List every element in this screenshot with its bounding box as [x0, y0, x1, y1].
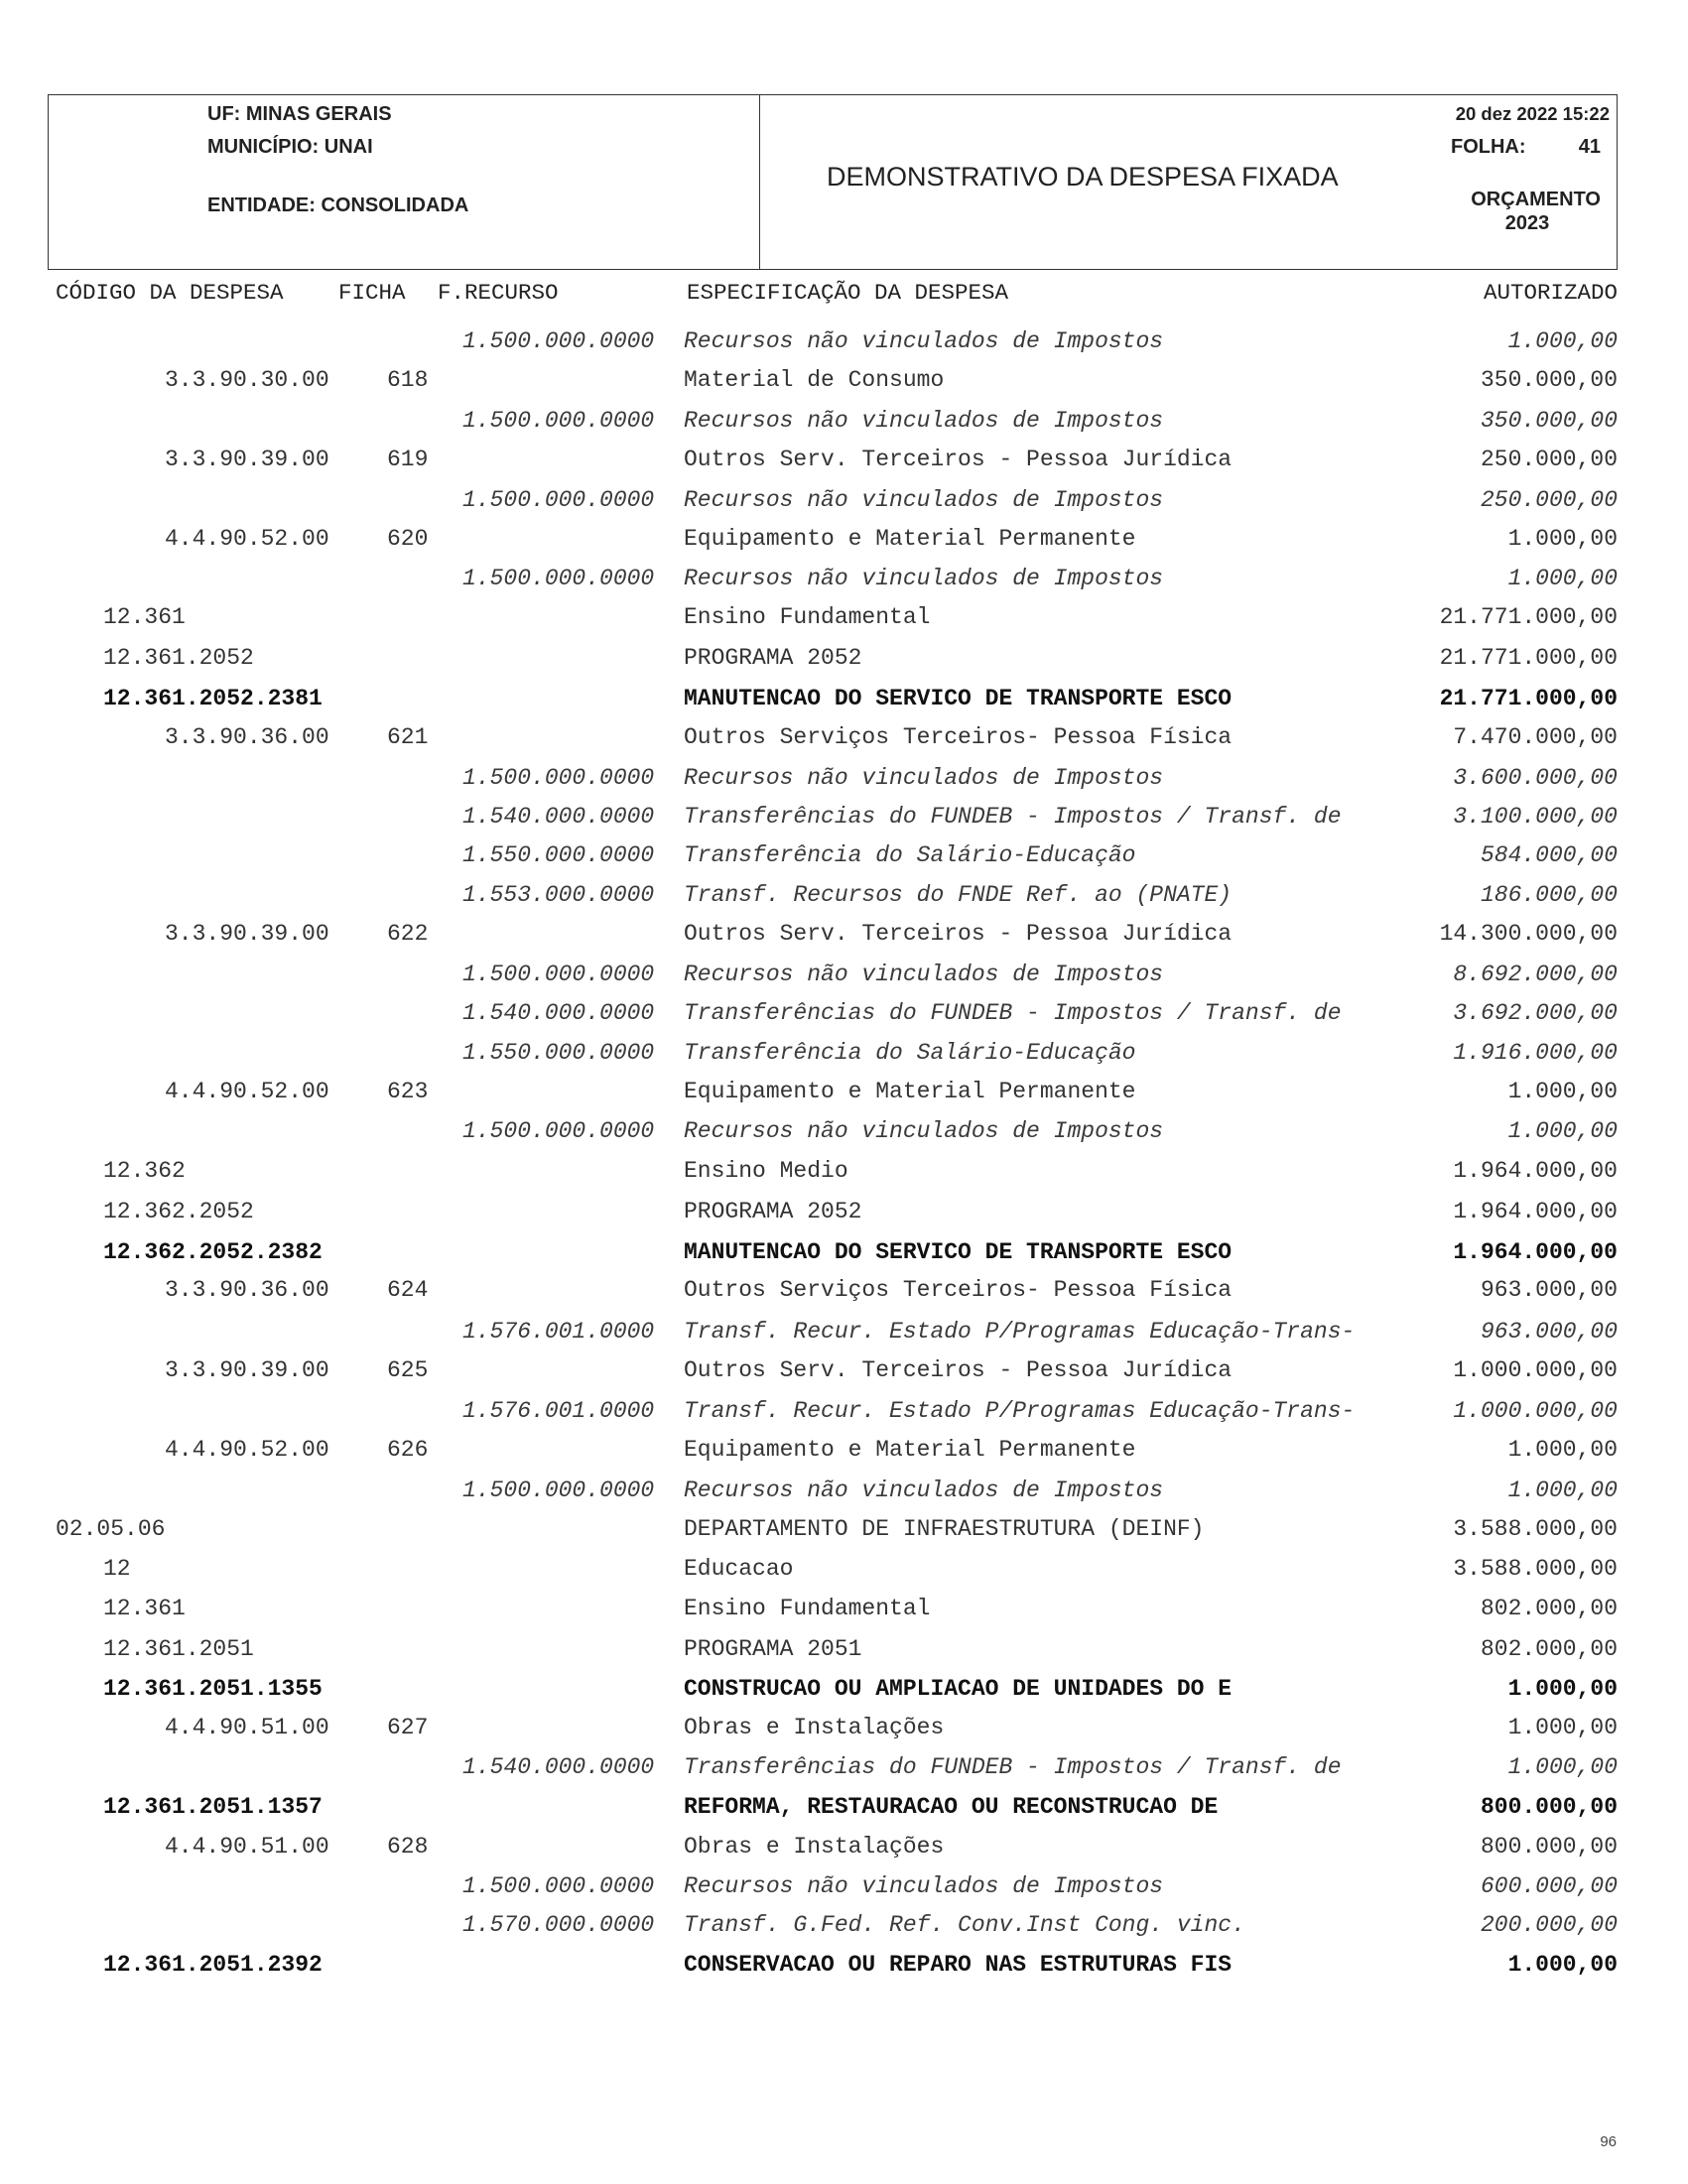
expense-description: Transf. Recur. Estado P/Programas Educação-Trans- [684, 1319, 1356, 1345]
authorized-value: 584.000,00 [1480, 842, 1618, 868]
table-row [0, 1350, 1688, 1390]
expense-code: 12.361.2051 [103, 1636, 254, 1662]
authorized-value: 3.100.000,00 [1453, 804, 1618, 830]
authorized-value: 1.000,00 [1507, 566, 1618, 591]
authorized-value: 350.000,00 [1480, 408, 1618, 434]
expense-description: Transf. G.Fed. Ref. Conv.Inst Cong. vinc. [684, 1912, 1245, 1938]
expense-description: PROGRAMA 2052 [684, 645, 862, 671]
expense-code: 3.3.90.36.00 [165, 1277, 329, 1303]
authorized-value: 600.000,00 [1480, 1873, 1618, 1899]
table-row [0, 1151, 1688, 1191]
expense-description: Equipamento e Material Permanente [684, 1437, 1136, 1463]
authorized-value: 1.000,00 [1507, 1437, 1618, 1463]
table-row [0, 717, 1688, 757]
expense-description: MANUTENCAO DO SERVICO DE TRANSPORTE ESCO [684, 686, 1233, 711]
authorized-value: 800.000,00 [1480, 1794, 1618, 1820]
table-row [0, 875, 1688, 915]
table-row [0, 1232, 1688, 1272]
table-row [0, 401, 1688, 441]
authorized-value: 7.470.000,00 [1453, 724, 1618, 750]
authorized-value: 350.000,00 [1480, 367, 1618, 393]
fonte-recurso: 1.500.000.0000 [462, 487, 655, 513]
authorized-value: 250.000,00 [1480, 487, 1618, 513]
table-row [0, 440, 1688, 479]
report-datetime: 20 dez 2022 15:22 [1455, 103, 1610, 124]
expense-description: Outros Serv. Terceiros - Pessoa Jurídica [684, 1357, 1233, 1383]
folha-label: FOLHA: [1451, 136, 1526, 158]
table-row [0, 1589, 1688, 1628]
expense-description: MANUTENCAO DO SERVICO DE TRANSPORTE ESCO [684, 1239, 1233, 1265]
expense-code: 02.05.06 [56, 1516, 166, 1542]
authorized-value: 3.588.000,00 [1453, 1556, 1618, 1582]
table-row [0, 1509, 1688, 1549]
fonte-recurso: 1.500.000.0000 [462, 962, 655, 987]
expense-code: 3.3.90.39.00 [165, 1357, 329, 1383]
expense-description: Equipamento e Material Permanente [684, 526, 1136, 552]
authorized-value: 800.000,00 [1480, 1834, 1618, 1860]
authorized-value: 3.588.000,00 [1453, 1516, 1618, 1542]
authorized-value: 963.000,00 [1480, 1277, 1618, 1303]
table-row [0, 1312, 1688, 1351]
table-row [0, 797, 1688, 836]
expense-description: Transf. Recursos do FNDE Ref. ao (PNATE) [684, 882, 1233, 908]
authorized-value: 1.000,00 [1507, 1676, 1618, 1702]
ficha-number: 628 [387, 1834, 429, 1860]
authorized-value: 1.964.000,00 [1453, 1239, 1618, 1265]
fonte-recurso: 1.576.001.0000 [462, 1398, 655, 1424]
expense-code: 12.361 [103, 1596, 186, 1621]
authorized-value: 1.000,00 [1507, 1477, 1618, 1503]
table-row [0, 835, 1688, 875]
expense-description: Recursos não vinculados de Impostos [684, 1118, 1164, 1144]
fonte-recurso: 1.540.000.0000 [462, 1754, 655, 1780]
entidade-label: ENTIDADE: CONSOLIDADA [207, 194, 469, 216]
table-row [0, 1905, 1688, 1945]
table-row [0, 1945, 1688, 1985]
municipio-label: MUNICÍPIO: UNAI [207, 136, 373, 158]
expense-description: Outros Serviços Terceiros- Pessoa Física [684, 1277, 1233, 1303]
expense-description: Transf. Recur. Estado P/Programas Educação-Trans- [684, 1398, 1356, 1424]
authorized-value: 802.000,00 [1480, 1596, 1618, 1621]
expense-description: Transferências do FUNDEB - Impostos / Transf. de [684, 804, 1342, 830]
authorized-value: 3.692.000,00 [1453, 1000, 1618, 1026]
ficha-number: 626 [387, 1437, 429, 1463]
ficha-number: 623 [387, 1079, 429, 1104]
expense-description: Outros Serviços Terceiros- Pessoa Física [684, 724, 1233, 750]
authorized-value: 1.000.000,00 [1453, 1357, 1618, 1383]
authorized-value: 802.000,00 [1480, 1636, 1618, 1662]
authorized-value: 1.000,00 [1507, 1952, 1618, 1978]
table-row [0, 1270, 1688, 1310]
expense-code: 3.3.90.39.00 [165, 921, 329, 947]
table-row [0, 1669, 1688, 1709]
expense-code: 4.4.90.52.00 [165, 1437, 329, 1463]
ficha-number: 625 [387, 1357, 429, 1383]
expense-description: Obras e Instalações [684, 1715, 945, 1740]
col-especificacao: ESPECIFICAÇÃO DA DESPESA [687, 280, 1009, 306]
ficha-number: 618 [387, 367, 429, 393]
expense-description: Transferência do Salário-Educação [684, 842, 1136, 868]
expense-description: Recursos não vinculados de Impostos [684, 566, 1164, 591]
report-title: DEMONSTRATIVO DA DESPESA FIXADA [827, 162, 1339, 192]
fonte-recurso: 1.500.000.0000 [462, 408, 655, 434]
expense-code: 12.361.2052 [103, 645, 254, 671]
table-row [0, 955, 1688, 994]
expense-description: Recursos não vinculados de Impostos [684, 487, 1164, 513]
expense-code: 3.3.90.36.00 [165, 724, 329, 750]
fonte-recurso: 1.553.000.0000 [462, 882, 655, 908]
expense-description: DEPARTAMENTO DE INFRAESTRUTURA (DEINF) [684, 1516, 1205, 1542]
expense-description: Recursos não vinculados de Impostos [684, 408, 1164, 434]
ficha-number: 620 [387, 526, 429, 552]
fonte-recurso: 1.550.000.0000 [462, 842, 655, 868]
orcamento-label: ORÇAMENTO [1471, 189, 1601, 210]
authorized-value: 250.000,00 [1480, 447, 1618, 472]
expense-code: 4.4.90.51.00 [165, 1834, 329, 1860]
authorized-value: 963.000,00 [1480, 1319, 1618, 1345]
fonte-recurso: 1.500.000.0000 [462, 566, 655, 591]
expense-description: Ensino Medio [684, 1158, 848, 1184]
expense-description: PROGRAMA 2051 [684, 1636, 862, 1662]
authorized-value: 3.600.000,00 [1453, 765, 1618, 791]
table-row [0, 360, 1688, 400]
table-row [0, 1111, 1688, 1151]
fonte-recurso: 1.540.000.0000 [462, 1000, 655, 1026]
expense-code: 4.4.90.51.00 [165, 1715, 329, 1740]
expense-description: Outros Serv. Terceiros - Pessoa Jurídica [684, 447, 1233, 472]
authorized-value: 1.964.000,00 [1453, 1199, 1618, 1224]
expense-code: 12.361.2051.2392 [103, 1952, 323, 1978]
expense-description: Ensino Fundamental [684, 1596, 931, 1621]
col-autorizado: AUTORIZADO [1483, 280, 1618, 306]
table-row [0, 638, 1688, 678]
fonte-recurso: 1.570.000.0000 [462, 1912, 655, 1938]
table-row [0, 597, 1688, 637]
table-row [0, 1747, 1688, 1787]
expense-description: Recursos não vinculados de Impostos [684, 962, 1164, 987]
table-row [0, 993, 1688, 1033]
authorized-value: 8.692.000,00 [1453, 962, 1618, 987]
expense-description: Transferência do Salário-Educação [684, 1040, 1136, 1066]
expense-description: Recursos não vinculados de Impostos [684, 765, 1164, 791]
expense-code: 3.3.90.30.00 [165, 367, 329, 393]
expense-description: Transferências do FUNDEB - Impostos / Transf. de [684, 1754, 1342, 1780]
expense-code: 12.361.2052.2381 [103, 686, 323, 711]
fonte-recurso: 1.540.000.0000 [462, 804, 655, 830]
expense-description: Outros Serv. Terceiros - Pessoa Jurídica [684, 921, 1233, 947]
expense-code: 4.4.90.52.00 [165, 1079, 329, 1104]
expense-code: 4.4.90.52.00 [165, 526, 329, 552]
ficha-number: 619 [387, 447, 429, 472]
table-row [0, 1391, 1688, 1431]
authorized-value: 1.000.000,00 [1453, 1398, 1618, 1424]
authorized-value: 1.916.000,00 [1453, 1040, 1618, 1066]
table-row [0, 1549, 1688, 1589]
table-row [0, 758, 1688, 798]
col-ficha: FICHA [338, 280, 406, 306]
table-row [0, 1192, 1688, 1231]
table-row [0, 321, 1688, 361]
authorized-value: 1.000,00 [1507, 1079, 1618, 1104]
authorized-value: 1.000,00 [1507, 1715, 1618, 1740]
expense-description: CONSTRUCAO OU AMPLIACAO DE UNIDADES DO E [684, 1676, 1233, 1702]
fonte-recurso: 1.576.001.0000 [462, 1319, 655, 1345]
table-row [0, 679, 1688, 718]
authorized-value: 1.000,00 [1507, 1118, 1618, 1144]
fonte-recurso: 1.500.000.0000 [462, 1477, 655, 1503]
expense-code: 12.362.2052 [103, 1199, 254, 1224]
table-row [0, 1072, 1688, 1111]
expense-description: Material de Consumo [684, 367, 945, 393]
fonte-recurso: 1.500.000.0000 [462, 765, 655, 791]
ficha-number: 624 [387, 1277, 429, 1303]
table-row [0, 1629, 1688, 1669]
authorized-value: 200.000,00 [1480, 1912, 1618, 1938]
expense-code: 3.3.90.39.00 [165, 447, 329, 472]
col-recurso: F.RECURSO [438, 280, 559, 306]
col-codigo: CÓDIGO DA DESPESA [56, 280, 284, 306]
expense-description: Transferências do FUNDEB - Impostos / Transf. de [684, 1000, 1342, 1026]
expense-description: REFORMA, RESTAURACAO OU RECONSTRUCAO DE [684, 1794, 1219, 1820]
ficha-number: 627 [387, 1715, 429, 1740]
fonte-recurso: 1.500.000.0000 [462, 1873, 655, 1899]
ficha-number: 621 [387, 724, 429, 750]
expense-description: Obras e Instalações [684, 1834, 945, 1860]
fonte-recurso: 1.500.000.0000 [462, 328, 655, 354]
table-row [0, 1708, 1688, 1747]
table-row [0, 1866, 1688, 1906]
expense-description: Educacao [684, 1556, 794, 1582]
expense-code: 12.361 [103, 604, 186, 630]
fonte-recurso: 1.550.000.0000 [462, 1040, 655, 1066]
table-row [0, 914, 1688, 954]
expense-description: Equipamento e Material Permanente [684, 1079, 1136, 1104]
expense-code: 12 [103, 1556, 131, 1582]
expense-description: Recursos não vinculados de Impostos [684, 1477, 1164, 1503]
expense-description: CONSERVACAO OU REPARO NAS ESTRUTURAS FIS [684, 1952, 1233, 1978]
expense-description: Recursos não vinculados de Impostos [684, 1873, 1164, 1899]
table-row [0, 559, 1688, 598]
authorized-value: 1.000,00 [1507, 526, 1618, 552]
expense-code: 12.362 [103, 1158, 186, 1184]
authorized-value: 1.000,00 [1507, 328, 1618, 354]
table-row [0, 1471, 1688, 1510]
table-row [0, 1787, 1688, 1827]
expense-description: Recursos não vinculados de Impostos [684, 328, 1164, 354]
authorized-value: 14.300.000,00 [1439, 921, 1618, 947]
authorized-value: 1.000,00 [1507, 1754, 1618, 1780]
expense-description: Ensino Fundamental [684, 604, 931, 630]
expense-code: 12.362.2052.2382 [103, 1239, 323, 1265]
expense-description: PROGRAMA 2052 [684, 1199, 862, 1224]
folha-number: 41 [1578, 136, 1601, 158]
table-row [0, 519, 1688, 559]
fonte-recurso: 1.500.000.0000 [462, 1118, 655, 1144]
table-row [0, 480, 1688, 520]
authorized-value: 1.964.000,00 [1453, 1158, 1618, 1184]
table-row [0, 1033, 1688, 1073]
expense-code: 12.361.2051.1355 [103, 1676, 323, 1702]
authorized-value: 21.771.000,00 [1439, 604, 1618, 630]
expense-code: 12.361.2051.1357 [103, 1794, 323, 1820]
page-number: 96 [1600, 2133, 1617, 2150]
ficha-number: 622 [387, 921, 429, 947]
table-row [0, 1430, 1688, 1470]
authorized-value: 21.771.000,00 [1439, 645, 1618, 671]
orcamento-year: 2023 [1504, 212, 1550, 234]
uf-label: UF: MINAS GERAIS [207, 103, 392, 125]
authorized-value: 21.771.000,00 [1439, 686, 1618, 711]
authorized-value: 186.000,00 [1480, 882, 1618, 908]
table-row [0, 1827, 1688, 1866]
